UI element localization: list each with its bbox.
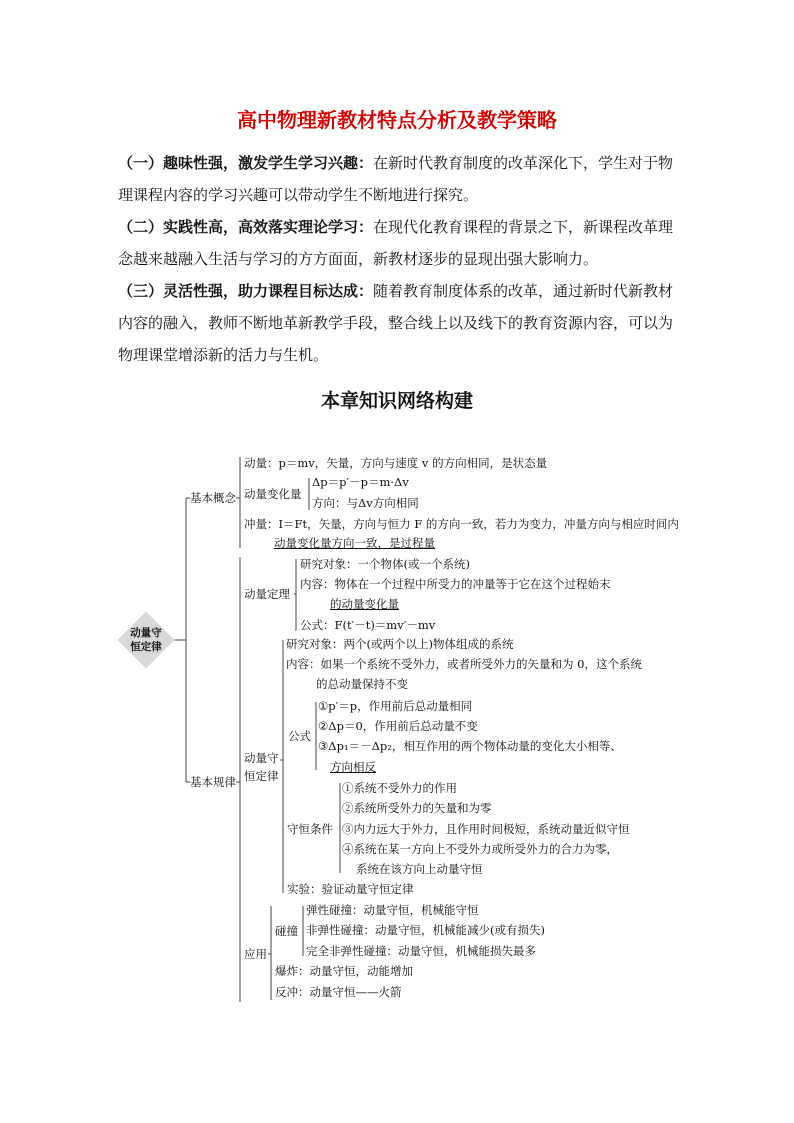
node-theorem-object: 研究对象：一个物体(或一个系统) xyxy=(300,557,470,571)
node-formula-1: ①p′＝p，作用前后总动量相同 xyxy=(318,699,473,713)
node-collision-1: 弹性碰撞：动量守恒，机械能守恒 xyxy=(306,903,479,917)
node-theorem-content-1: 内容：物体在一个过程中所受力的冲量等于它在这个过程始末 xyxy=(300,577,611,591)
page-title: 高中物理新教材特点分析及教学策略 xyxy=(237,108,557,132)
node-experiment: 实验：验证动量守恒定律 xyxy=(287,882,414,896)
node-formula-3: ③Δp₁＝－Δp₂，相互作用的两个物体动量的变化大小相等、 xyxy=(318,739,622,753)
node-theorem-label: 动量定理 xyxy=(244,587,290,601)
node-cond-3: ③内力远大于外力，且作用时间极短，系统动量近似守恒 xyxy=(342,822,630,836)
node-cons-content-1: 内容：如果一个系统不受外力，或者所受外力的矢量和为 0，这个系统 xyxy=(286,657,642,671)
branch-basic-laws: 基本规律 xyxy=(190,775,236,789)
node-collision-2: 非弹性碰撞：动量守恒，机械能减少(或有损失) xyxy=(306,923,545,937)
node-formula-label: 公式 xyxy=(288,729,311,743)
knowledge-map-heading: 本章知识网络构建 xyxy=(320,390,473,412)
paragraph-head: （二）实践性高，高效落实理论学习： xyxy=(118,218,374,236)
node-momentum: 动量：p＝mv，矢量，方向与速度 v 的方向相同，是状态量 xyxy=(244,456,548,470)
node-cond-4b: 系统在该方向上动量守恒 xyxy=(356,862,483,876)
paragraph-head: （一）趣味性强，激发学生学习兴趣： xyxy=(118,154,374,172)
root-label xyxy=(118,626,174,654)
root-node xyxy=(118,612,174,668)
node-formula-3b: 方向相反 xyxy=(330,760,376,774)
node-recoil: 反冲：动量守恒——火箭 xyxy=(275,985,402,999)
node-collision-3: 完全非弹性碰撞：动量守恒，机械能损失最多 xyxy=(306,944,536,958)
node-theorem-content-2: 的动量变化量 xyxy=(330,597,399,611)
paragraph-body: 随着教育制度体系的改革，通过新时代新教材内容的融入，教师不断地革新教学手段，整合线上以及线下的教育资源内容，可以为物理课堂增添新的活力与生机。 xyxy=(118,282,674,364)
node-change-label: 动量变化量 xyxy=(244,487,302,501)
node-conservation-label-1: 动量守 xyxy=(244,751,279,765)
root-label-line2: 恒定律 xyxy=(130,641,162,653)
node-condition-label: 守恒条件 xyxy=(287,822,333,836)
node-explosion: 爆炸：动量守恒，动能增加 xyxy=(275,964,413,978)
node-formula-2: ②Δp＝0，作用前后总动量不变 xyxy=(318,719,478,733)
node-cons-object: 研究对象：两个(或两个以上)物体组成的系统 xyxy=(286,637,514,651)
node-conservation-label-2: 恒定律 xyxy=(244,769,279,783)
paragraph-body: 在新时代教育制度的改革深化下，学生对于物理课程内容的学习兴趣可以带动学生不断地进行探究。 xyxy=(118,154,674,204)
node-impulse-line1: 冲量：I＝Ft，矢量，方向与恒力 F 的方向一致，若力为变力，冲量方向与相应时间内 xyxy=(244,517,679,531)
node-impulse-line2: 动量变化量方向一致，是过程量 xyxy=(274,536,435,550)
root-label-line1: 动量守 xyxy=(130,627,162,639)
branch-basic-concepts: 基本概念 xyxy=(190,491,236,505)
node-cond-1: ①系统不受外力的作用 xyxy=(342,781,457,795)
node-cons-content-2: 的总动量保持不变 xyxy=(316,677,408,691)
node-collision-label: 碰撞 xyxy=(275,924,298,938)
paragraph-head: （三）灵活性强，助力课程目标达成： xyxy=(118,282,374,300)
paragraph-body: 在现代化教育课程的背景之下，新课程改革理念越来越融入生活与学习的方方面面，新教材逐步的显现出强大影响力。 xyxy=(118,218,674,268)
node-change-formula: Δp＝p′－p＝m·Δv xyxy=(312,475,409,489)
node-cond-4: ④系统在某一方向上不受外力或所受外力的合力为零， xyxy=(342,842,618,856)
node-cond-2: ②系统所受外力的矢量和为零 xyxy=(342,801,492,815)
node-change-direction: 方向：与Δv方向相同 xyxy=(312,496,419,510)
node-theorem-formula: 公式：F(t′－t)＝mv′－mv xyxy=(300,618,436,632)
node-application-label: 应用 xyxy=(244,947,267,961)
